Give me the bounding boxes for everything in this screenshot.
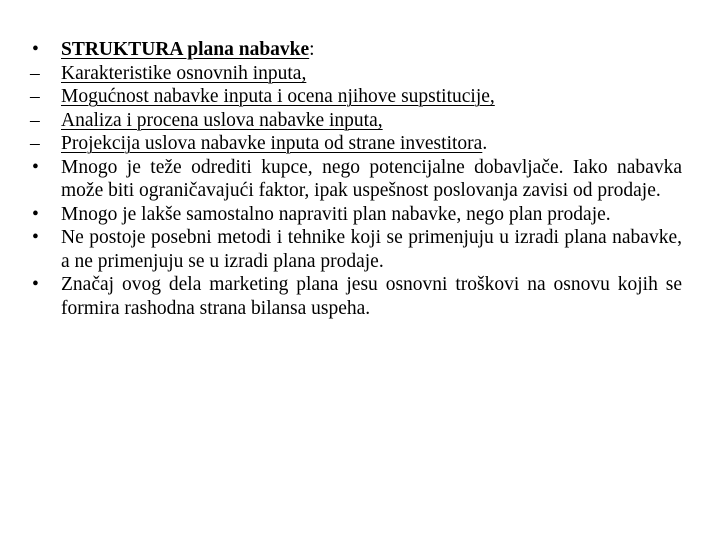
bullet-item: [30, 273, 682, 320]
subitem-text: Analiza i procena uslova nabavke inputa,: [61, 109, 383, 131]
dash-icon: –: [30, 62, 40, 84]
bullet-text: Mnogo je lakše samostalno napraviti plan nabavke, nego plan prodaje.: [61, 203, 611, 225]
heading-title-suffix: :: [309, 39, 315, 60]
bullet-item: [30, 156, 682, 203]
bullet-item: [30, 203, 682, 227]
slide-content: [30, 38, 682, 320]
subitem: [30, 132, 682, 156]
bullet-icon: •: [32, 156, 39, 178]
bullet-text: Značaj ovog dela marketing plana jesu osnovni troškovi na osnovu kojih se formira rashodna strana bilansa uspeha.: [61, 274, 682, 319]
bullet-text: Mnogo je teže odrediti kupce, nego potencijalne dobavljače. Iako nabavka može biti ograničavajući faktor, ipak uspešnost poslovanja zavisi od prodaje.: [61, 156, 682, 201]
subitem: [30, 62, 682, 86]
subitem-text: Projekcija uslova nabavke inputa od strane investitora: [61, 133, 483, 154]
bullet-icon: •: [32, 39, 39, 60]
dash-icon: –: [30, 109, 40, 131]
subitem: [30, 85, 682, 109]
subitem-text: Karakteristike osnovnih inputa,: [61, 62, 307, 84]
bullet-icon: •: [32, 203, 39, 225]
dash-icon: –: [30, 86, 40, 107]
heading-item: [30, 38, 682, 62]
bullet-text: Ne postoje posebni metodi i tehnike koji se primenjuju u izradi plana nabavke, a ne primenjuju se u izradi plana prodaje.: [61, 227, 682, 272]
subitem-text: Mogućnost nabavke inputa i ocena njihove supstitucije,: [61, 86, 495, 107]
dash-icon: –: [30, 133, 40, 154]
bullet-item: [30, 226, 682, 273]
bullet-icon: •: [32, 274, 39, 295]
bullet-icon: •: [32, 227, 39, 248]
heading-title: STRUKTURA plana nabavke: [61, 39, 310, 60]
subitem: [30, 109, 682, 133]
subitem-suffix: .: [482, 133, 488, 154]
